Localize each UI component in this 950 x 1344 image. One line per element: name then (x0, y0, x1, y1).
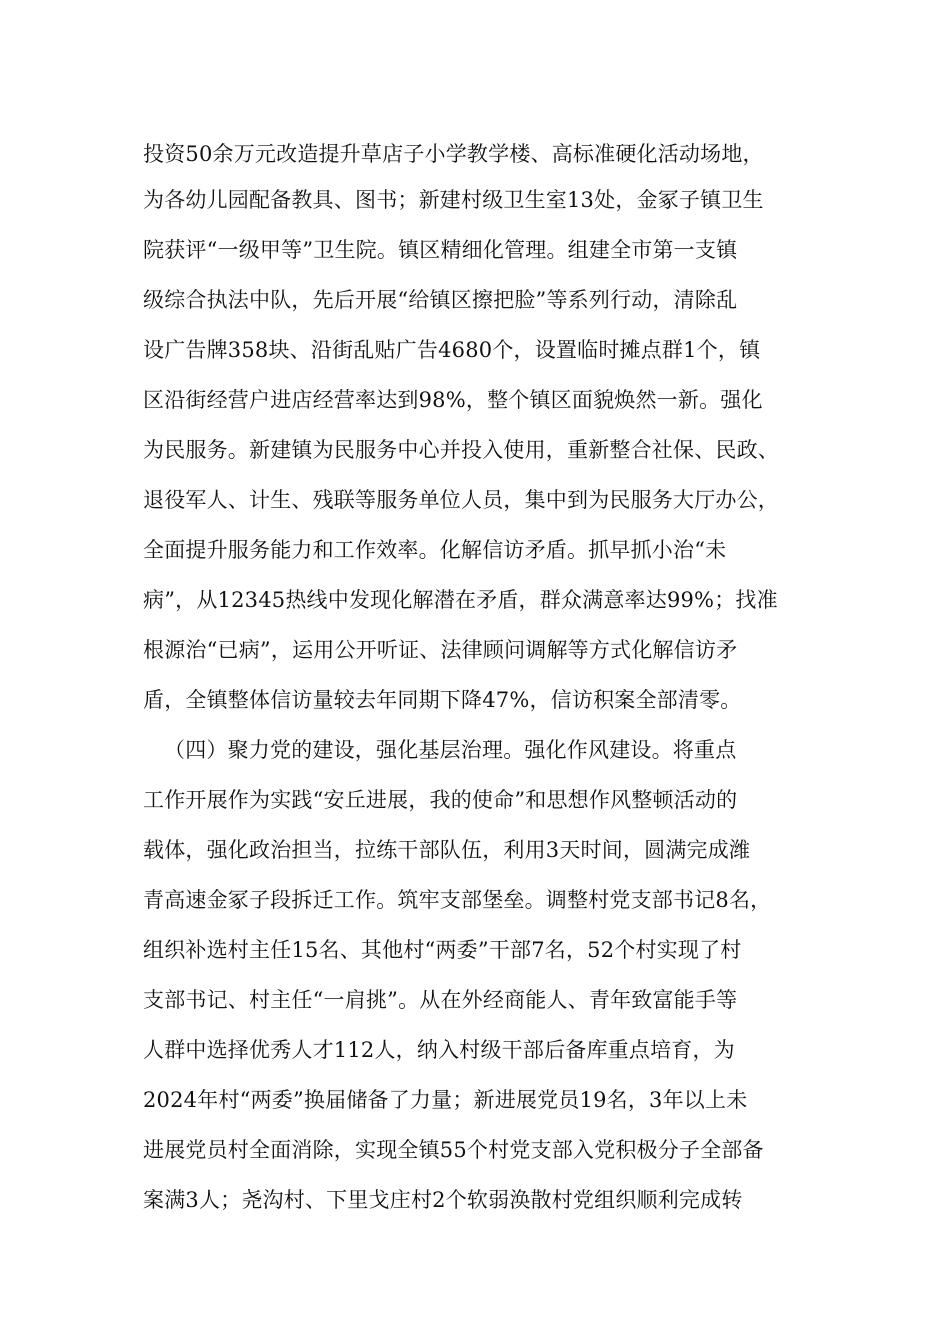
text-line: 根源治“已病”，运用公开听证、法律顾问调解等方式化解信访矛 (143, 638, 738, 662)
text-line: 组织补选村主任15名、其他村“两委”干部7名，52个村实现了村 (143, 938, 742, 962)
text-line: 级综合执法中队，先后开展“给镇区擦把脸”等系列行动，清除乱 (143, 288, 738, 312)
text-line: 案满3人；尧沟村、下里戈庄村2个软弱涣散村党组织顺利完成转 (143, 1188, 743, 1212)
text-line: 病”，从12345热线中发现化解潜在矛盾，群众满意率达99%；找准 (143, 588, 778, 612)
text-line: 为各幼儿园配备教具、图书；新建村级卫生室13处，金冢子镇卫生 (143, 188, 764, 212)
text-line: 2024年村“两委”换届储备了力量；新进展党员19名，3年以上未 (143, 1088, 748, 1112)
text-line: 投资50余万元改造提升草店子小学教学楼、高标准硬化活动场地， (143, 142, 764, 166)
text-line: 全面提升服务能力和工作效率。化解信访矛盾。抓早抓小治“未 (143, 538, 727, 562)
text-line: 区沿街经营户进店经营率达到98%，整个镇区面貌焕然一新。强化 (143, 388, 763, 412)
text-line: 进展党员村全面消除，实现全镇55个村党支部入党积极分子全部备 (143, 1138, 764, 1162)
text-line: 盾，全镇整体信访量较去年同期下降47%，信访积案全部清零。 (143, 688, 742, 712)
text-line: 为民服务。新建镇为民服务中心并投入使用，重新整合社保、民政、 (143, 438, 779, 462)
section-heading-line: （四）聚力党的建设，强化基层治理。强化作风建设。将重点 (164, 738, 737, 762)
text-line: 院获评“一级甲等”卫生院。镇区精细化管理。组建全市第一支镇 (143, 238, 738, 262)
text-line: 人群中选择优秀人才112人，纳入村级干部后备库重点培育，为 (143, 1038, 735, 1062)
text-line: 支部书记、村主任“一肩挑”。从在外经商能人、青年致富能手等 (143, 988, 738, 1012)
text-line: 工作开展作为实践“安丘进展，我的使命”和思想作风整顿活动的 (143, 788, 738, 812)
text-line: 设广告牌358块、沿街乱贴广告4680个，设置临时摊点群1个，镇 (143, 338, 761, 362)
text-line: 退役军人、计生、残联等服务单位人员，集中到为民服务大厅办公， (143, 488, 779, 512)
text-line: 青高速金冢子段拆迁工作。筑牢支部堡垒。调整村党支部书记8名， (143, 888, 772, 912)
text-line: 载体，强化政治担当，拉练干部队伍，利用3天时间，圆满完成潍 (143, 838, 751, 862)
